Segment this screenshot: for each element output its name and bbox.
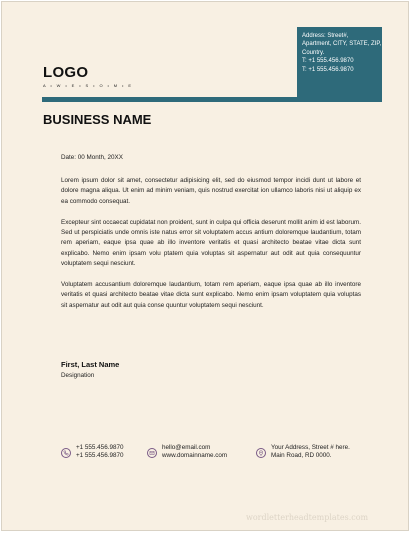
body-paragraph: Voluptatem accusantium doloremque laudantium, totam rem aperiam, eaque ipsa quae ab illo inventore veritatis et quasi architecto beatae vitae dicta sunt explicabo. Nemo enim ipsam voluptatem quia voluptas sit aspernatur aut odit aut quia conse quuntur voluptatem sequi nesciunt. [61,281,361,309]
email-icon [147,448,157,458]
header-address-box [297,27,382,102]
body-paragraph: Lorem ipsum dolor sit amet, consectetur adipisicing elit, sed do eiusmod tempor incidi dunt ut labore et dolore magna aliqua. Ut enim ad minim veniam, quis nostrud exercitat ion ullamco laboris nisi ut aliquip ex ea commodo consequat. [61,177,361,205]
phone-icon [61,448,71,458]
footer-address-line: Your Address, Street # here. [271,444,350,451]
footer-website: www.domainname.com [162,452,228,460]
location-pin-icon [256,448,266,458]
company-logo [43,65,133,88]
footer-phone [61,444,123,461]
address-phone-line: T: +1 555.456.9870 [302,58,354,65]
signature-block [61,360,119,379]
footer-email [147,444,227,461]
address-phone-line: T: +1 555.456.9870 [302,66,354,73]
logo-tagline: A • W • E • S • O • M • E [43,83,133,88]
footer-email-address: hello@email.com [162,444,211,451]
address-line: Country. [302,49,325,56]
letter-date: Date: 00 Month, 20XX [61,154,123,161]
signer-name: First, Last Name [61,360,120,369]
letter-body [61,176,361,322]
footer-address [256,444,350,461]
address-line: Apartment, CITY, STATE, ZIP, [302,41,382,48]
logo-text: LOGO [43,64,89,81]
body-paragraph: Excepteur sint occaecat cupidatat non proident, sunt in culpa qui officia deserunt mollit anim id est laborum. Sed ut perspiciatis unde omnis iste natus error sit voluptatem accus antium doloremque laudantium, totam rem aperiam, eaque ipsa quae ab illo inventore veritatis et quasi architecto beatae vitae dicta sunt explicabo. Nemo enim ipsam volu ptatem quia voluptas sit aspernatur aut odit aut quia consequuntur voluptatem sequi nesciunt. [61,218,361,268]
signer-designation: Designation [61,372,95,379]
watermark: wordletterheadtemplates.com [246,513,369,522]
footer-phone-line: +1 555.456.9870 [76,452,124,460]
footer-phone-line: +1 555.456.9870 [76,444,124,451]
address-line: Address: Street#, [302,33,349,39]
letterhead-page [1,1,409,531]
business-name: BUSINESS NAME [43,112,152,127]
footer-address-line: Main Road, RD 0000. [271,452,332,460]
